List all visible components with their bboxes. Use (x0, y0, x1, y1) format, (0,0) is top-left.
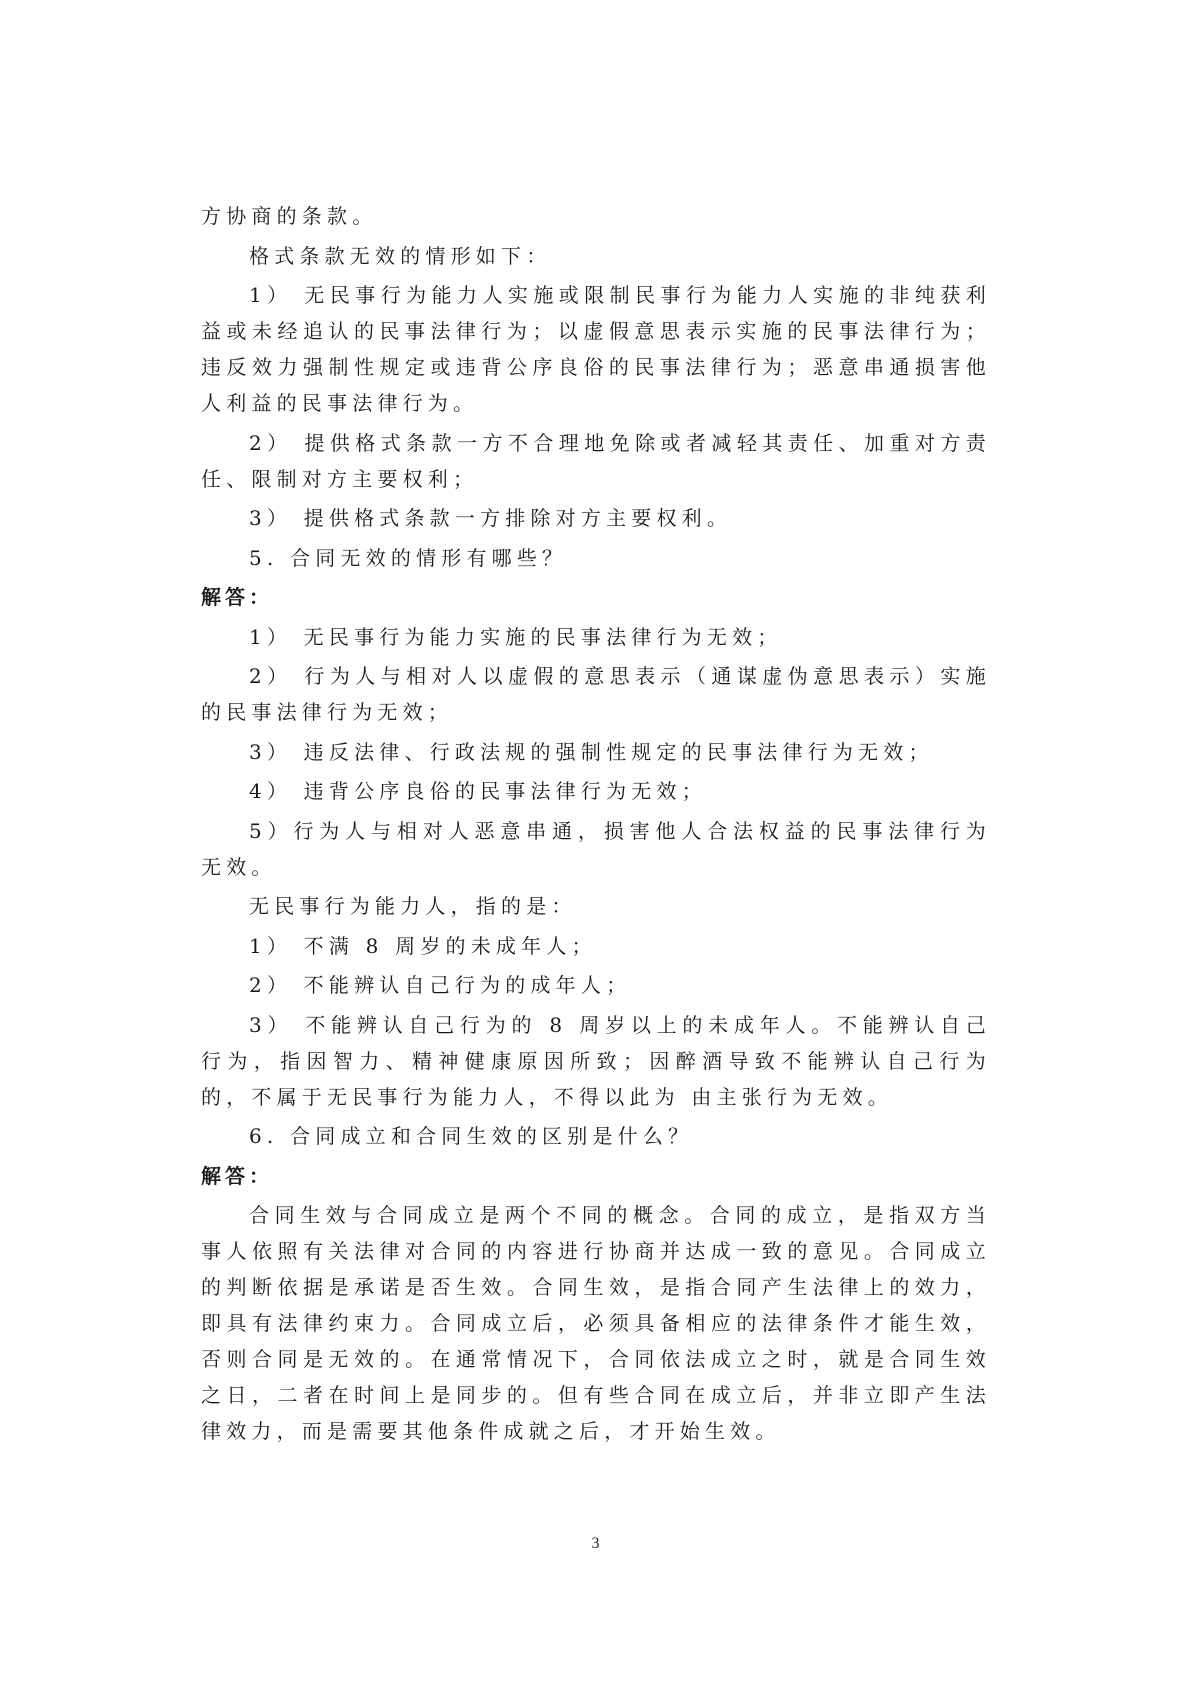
list-item-definition-2: 2） 不能辨认自己行为的成年人； (249, 973, 632, 997)
answer-label: 解答： (201, 1163, 273, 1188)
list-item-invalid-2: 2） 行为人与相对人以虚假的意思表示（通谋虚伪意思表示）实施的民事法律行为无效； (201, 664, 991, 724)
list-item-invalid-4: 4） 违背公序良俗的民事法律行为无效； (249, 779, 707, 803)
list-item-clause-3: 3） 提供格式条款一方排除对方主要权利。 (249, 506, 733, 530)
paragraph-definition-intro: 无民事行为能力人，指的是： (249, 894, 577, 918)
answer-label: 解答： (201, 585, 273, 609)
paragraph-intro-invalid-clauses: 格式条款无效的情形如下： (249, 243, 552, 268)
question-6: 6. 合同成立和合同生效的区别是什么？ (249, 1124, 694, 1148)
list-item-clause-1: 1） 无民事行为能力人实施或限制民事行为能力人实施的非纯获利益或未经追认的民事法律行为；以虚假意思表示实施的民事法律行为；违反效力强制性规定或违背公序良俗的民事法律行为；恶意串通损害他人利益的民事法律行为。 (201, 283, 991, 415)
list-item-definition-1: 1） 不满 8 周岁的未成年人； (249, 933, 597, 958)
paragraph-continuation: 方协商的条款。 (201, 204, 378, 228)
page-number: 3 (591, 1535, 600, 1552)
paragraph-answer-6: 合同生效与合同成立是两个不同的概念。合同的成立，是指双方当事人依照有关法律对合同的内容进行协商并达成一致的意见。合同成立的判断依据是承诺是否生效。合同生效，是指合同产生法律上的效力，即具有法律约束力。合同成立后，必须具备相应的法律条件才能生效，否则合同是无效的。在通常情况下，合同依法成立之时，就是合同生效之日，二者在时间上是同步的。但有些合同在成立后，并非立即产生法律效力，而是需要其他条件成就之后，才开始生效。 (201, 1203, 991, 1443)
document-body (201, 198, 991, 1453)
list-item-invalid-1: 1） 无民事行为能力实施的民事法律行为无效； (249, 624, 783, 649)
list-item-clause-2: 2） 提供格式条款一方不合理地免除或者减轻其责任、加重对方责任、限制对方主要权利； (201, 430, 991, 491)
list-item-definition-3: 3） 不能辨认自己行为的 8 周岁以上的未成年人。不能辨认自己行为，指因智力、精神健康原因所致；因醉酒导致不能辨认自己行为的，不属于无民事行为能力人，不得以此为 由主张行为无效。 (201, 1012, 991, 1109)
list-item-invalid-3: 3） 违反法律、行政法规的强制性规定的民事法律行为无效； (249, 739, 934, 764)
list-item-invalid-5: 5）行为人与相对人恶意串通，损害他人合法权益的民事法律行为无效。 (201, 818, 991, 879)
question-5: 5. 合同无效的情形有哪些？ (249, 545, 568, 570)
